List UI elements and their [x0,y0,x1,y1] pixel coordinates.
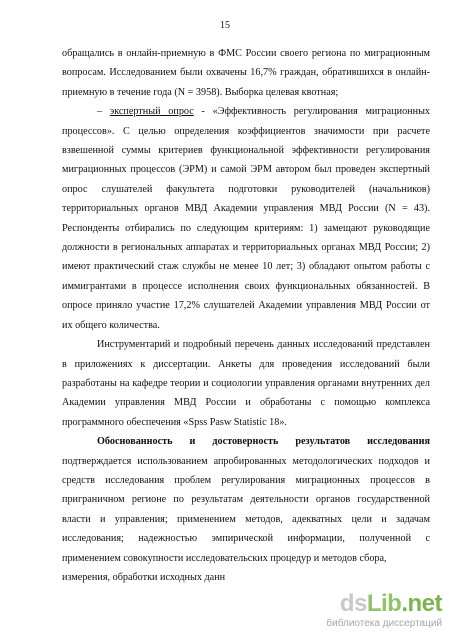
dslib-logo: dsLib.net [339,590,442,617]
paragraph-validity [62,432,430,568]
dslib-watermark [326,592,442,629]
expert-survey-text: - «Эффективность регулирования миграционных процессов». С целью определения коэффициентов значимости при расчете взвешенной суммы критериев функциональной эффективности регулирования миграционных процессов (ЭРМ) и самой ЭРМ автором был проведен экспертный опрос слушателей факультета подготовки руководителей (начальников) территориальных органов МВД Академии управления МВД России (N = 43). Респонденты отбирались по следующим критериям: 1) замещают руководящие должности в региональных аппаратах и территориальных органах МВД России; 2) имеют практический стаж службы не менее 10 лет; 3) обладают опытом работы с иммигрантами в процессе исполнения своих функциональных обязанностей. В опросе приняло участие 17,2% слушателей Академии управления МВД России от их общего количества. [62,106,431,331]
list-dash: – [97,106,110,118]
dslib-tagline: библиотека диссертаций [326,618,442,629]
validity-text: подтверждается использованием апробированных методологических подходов и средств исследования проблем регулирования миграционных процессов в приграничном регионе по результатам деятельности органов государственной власти и управления; применением методов, адекватных цели и задачам исследования; надежностью эмпирической информации, полученной с применением совокупности исследовательских процедур и методов сбора, [62,455,430,564]
document-body [62,44,430,587]
truncated-line: измерения, обработки исходных данн [62,571,226,583]
paragraph-expert-survey [62,102,430,335]
expert-survey-term: экспертный опрос [109,106,194,118]
paragraph-truncated [62,568,430,587]
page-number: 15 [220,20,230,31]
validity-heading: Обоснованность и достоверность результатов исследования [97,436,430,448]
paragraph-online-survey: обращались в онлайн-приемную в ФМС России своего региона по миграционным вопросам. Исследованием были охвачены 16,7% граждан, обратившихся в онлайн-приемную в течение года (N = 3958). Выборка целевая квотная; [62,48,430,98]
paragraph-instruments: Инструментарий и подробный перечень данных исследований представлен в приложениях к диссертации. Анкеты для проведения исследований были разработаны на кафедре теории и социологии управления органами внутренних дел Академии управления МВД России и обработаны с помощью комплекса программного обеспечения «Spss Pasw Statistic 18». [62,339,430,428]
